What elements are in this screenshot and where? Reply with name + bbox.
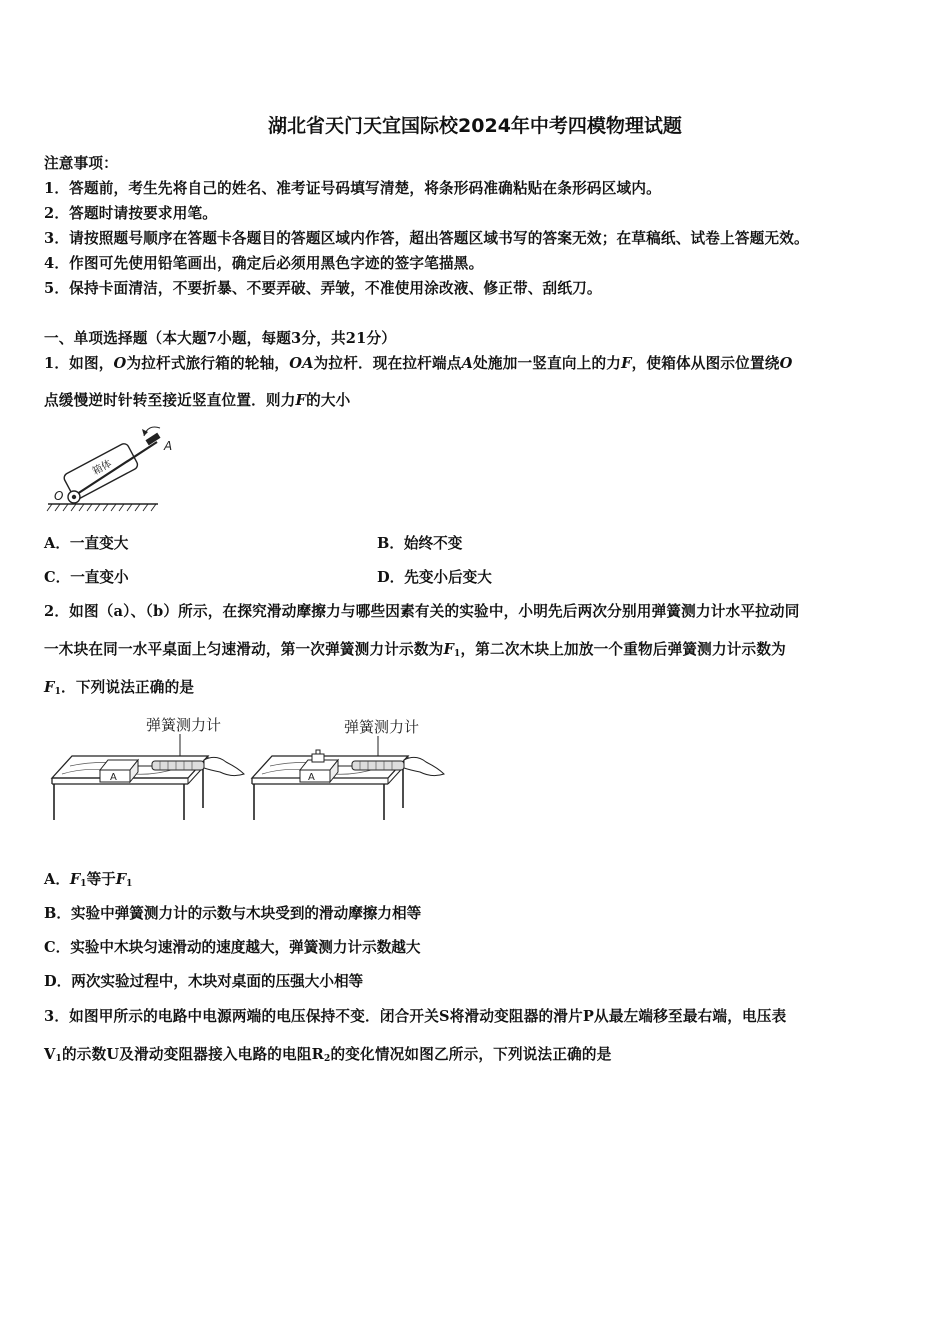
q3-text: 的示数U及滑动变阻器接入电路的电阻R: [62, 1046, 324, 1063]
point-O-label: O: [54, 489, 64, 503]
q1-F: F: [621, 355, 632, 372]
luggage-figure: [44, 420, 173, 520]
block-label-a: A: [110, 772, 117, 783]
q2-option-b[interactable]: B．实验中弹簧测力计的示数与木块受到的滑动摩擦力相等: [44, 905, 422, 922]
q1-text: ，使箱体从图示位置绕: [631, 355, 780, 372]
q1-O: O: [113, 355, 127, 372]
notice-item-3: 3．请按照题号顺序在答题卡各题目的答题区域内作答，超出答题区域书写的答案无效；在草稿纸、试卷上答题无效。: [44, 230, 809, 247]
q2-option-c[interactable]: C．实验中木块匀速滑动的速度越大，弹簧测力计示数越大: [44, 939, 421, 956]
q1-OA: OA: [289, 355, 314, 372]
q2-sub: 1: [80, 879, 87, 889]
notice-item-1: 1．答题前，考生先将自己的姓名、准考证号码填写清楚，将条形码准确粘贴在条形码区域内。: [44, 180, 661, 197]
q2-stem-line1: 2．如图（a）、（b）所示，在探究滑动摩擦力与哪些因素有关的实验中，小明先后两次分别用弹簧测力计水平拉动同: [44, 603, 800, 620]
point-A-label: A: [164, 439, 173, 453]
q3-sub: 1: [55, 1054, 62, 1064]
q1-number: 1．如图，: [44, 355, 114, 372]
q1-text: 为拉杆式旅行箱的轮轴，: [126, 355, 290, 372]
q3-text: 的变化情况如图乙所示，下列说法正确的是: [330, 1046, 612, 1063]
q1-option-b[interactable]: B．始终不变: [377, 535, 463, 552]
page-title: 湖北省天门天宜国际校2024年中考四模物理试题: [268, 115, 682, 137]
q3-V: V: [44, 1046, 56, 1063]
q2-text: ，第二次木块上加放一个重物后弹簧测力计示数为: [460, 641, 786, 658]
q2-F: F: [69, 871, 81, 888]
q2-sub: 1: [54, 687, 62, 697]
q2-stem-line2: [44, 638, 786, 659]
q1-stem-line2: [44, 389, 350, 410]
q2-stem-line3: [44, 676, 194, 697]
q1-option-a[interactable]: A．一直变大: [44, 535, 129, 552]
q1-A: A: [461, 355, 474, 372]
q1-text: 处施加一竖直向上的力: [473, 355, 622, 372]
q1-option-c[interactable]: C．一直变小: [44, 569, 129, 586]
friction-figure-b: [248, 708, 448, 826]
notice-heading: 注意事项：: [44, 155, 118, 172]
q2-text: 等于: [86, 871, 116, 888]
block-label-b: A: [308, 772, 315, 783]
spring-scale-label-a: 弹簧测力计: [146, 716, 222, 734]
q1-text: 点缓慢逆时针转至接近竖直位置．则力: [44, 392, 296, 409]
q1-text: 为拉杆．现在拉杆端点: [313, 355, 462, 372]
friction-figure-a: [48, 708, 248, 826]
option-label: A．: [44, 871, 70, 888]
q3-stem-line1: 3．如图甲所示的电路中电源两端的电压保持不变．闭合开关S将滑动变阻器的滑片P从最左端移至最右端，电压表: [44, 1008, 787, 1025]
q2-sub: 1: [454, 649, 461, 659]
notice-item-4: 4．作图可先使用铅笔画出，确定后必须用黑色字迹的签字笔描黑。: [44, 255, 484, 272]
notice-item-5: 5．保持卡面清洁，不要折暴、不要弄破、弄皱，不准使用涂改液、修正带、刮纸刀。: [44, 280, 602, 297]
q2-text: 一木块在同一水平桌面上匀速滑动，第一次弹簧测力计示数为: [44, 641, 444, 658]
spring-scale-label-b: 弹簧测力计: [344, 718, 420, 736]
q2-F: F: [44, 679, 55, 696]
section-heading: 一、单项选择题（本大题7小题，每题3分，共21分）: [44, 330, 397, 347]
q1-text: 的大小: [306, 392, 351, 409]
q3-sub: 2: [323, 1054, 331, 1064]
q2-option-d[interactable]: D．两次实验过程中，木块对桌面的压强大小相等: [44, 973, 364, 990]
q1-F: F: [295, 392, 307, 409]
q1-stem-line1: [44, 352, 793, 373]
q2-F: F: [115, 871, 127, 888]
q2-F: F: [443, 641, 454, 658]
q2-sub: 1: [126, 879, 133, 889]
q2-text: ．下列说法正确的是: [61, 679, 195, 696]
notice-item-2: 2．答题时请按要求用笔。: [44, 205, 218, 222]
q2-option-a[interactable]: [44, 868, 132, 889]
q3-stem-line2: [44, 1043, 612, 1064]
q1-O: O: [779, 355, 793, 372]
q1-option-d[interactable]: D．先变小后变大: [377, 569, 492, 586]
box-label: 箱体: [90, 458, 114, 478]
